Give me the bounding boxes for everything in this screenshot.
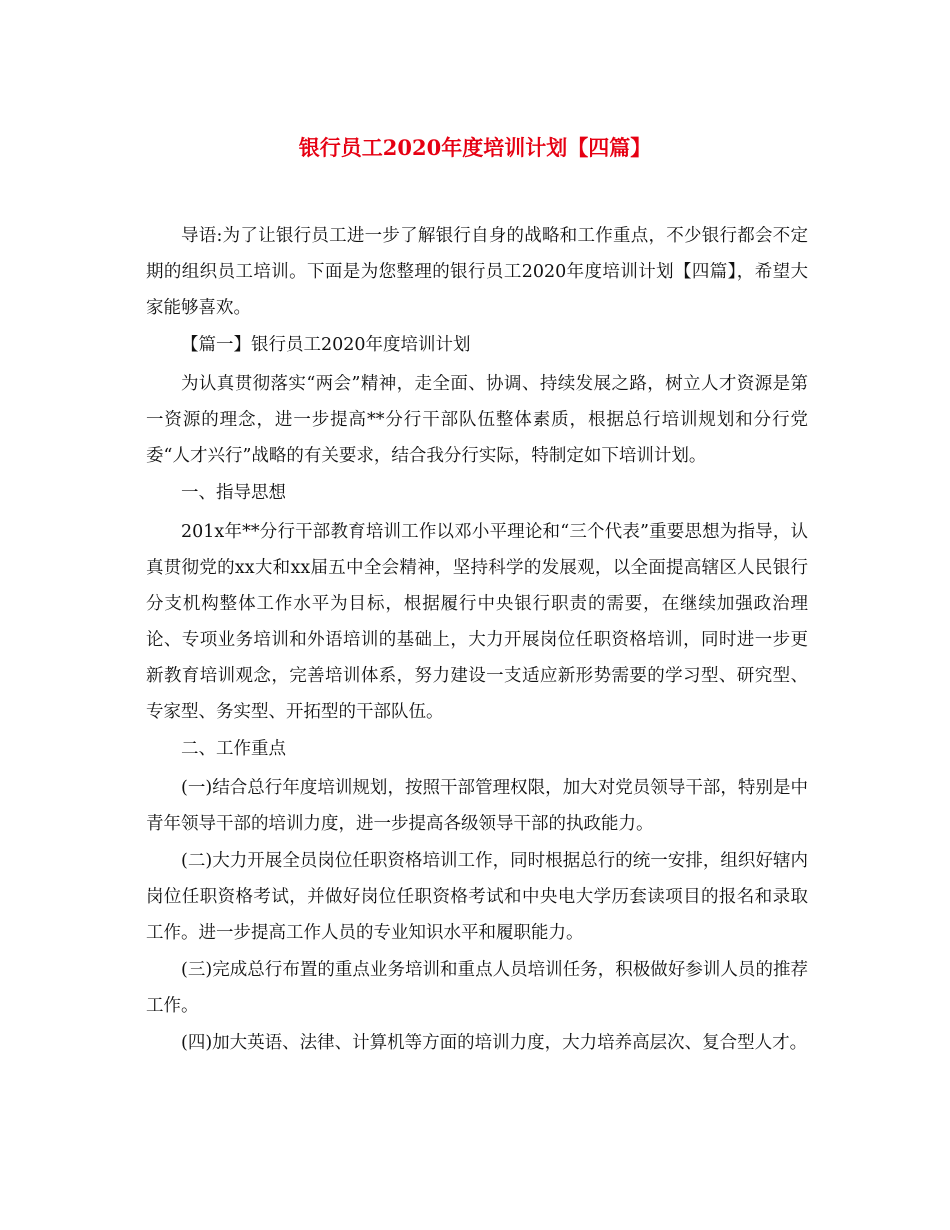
list-item-paragraph: (二)大力开展全员岗位任职资格培训工作，同时根据总行的统一安排，组织好辖内岗位任职资格考试，并做好岗位任职资格考试和中央电大学历套读项目的报名和录取工作。进一步提高工作人员的专业知识水平和履职能力。 (146, 851, 808, 943)
section-heading-guiding-thought: 一、指导思想 (181, 483, 286, 503)
list-item-paragraph: (三)完成总行布置的重点业务培训和重点人员培训任务，积极做好参训人员的推荐工作。 (146, 960, 808, 1016)
list-item-paragraph: (一)结合总行年度培训规划，按照干部管理权限，加大对党员领导干部，特别是中青年领导干部的培训力度，进一步提高各级领导干部的执政能力。 (146, 778, 808, 834)
intro-paragraph: 导语:为了让银行员工进一步了解银行自身的战略和工作重点，不少银行都会不定期的组织员工培训。下面是为您整理的银行员工2020年度培训计划【四篇】，希望大家能够喜欢。 (146, 226, 808, 318)
body-paragraph: 为认真贯彻落实“两会”精神，走全面、协调、持续发展之路，树立人才资源是第一资源的理念，进一步提高**分行干部队伍整体素质，根据总行培训规划和分行党委“人才兴行”战略的有关要求，结合我分行实际，特制定如下培训计划。 (146, 374, 808, 466)
document-title: 银行员工2020年度培训计划【四篇】 (298, 135, 652, 160)
section-heading-work-focus: 二、工作重点 (181, 739, 286, 759)
body-paragraph: 201x年**分行干部教育培训工作以邓小平理论和“三个代表”重要思想为指导，认真贯彻党的xx大和xx届五中全会精神，坚持科学的发展观，以全面提高辖区人民银行分支机构整体工作水平为目标，根据履行中央银行职责的需要，在继续加强政治理论、专项业务培训和外语培训的基础上，大力开展岗位任职资格培训，同时进一步更新教育培训观念，完善培训体系，努力建设一支适应新形势需要的学习型、研究型、专家型、务实型、开拓型的干部队伍。 (146, 522, 808, 722)
section-heading-part-one: 【篇一】银行员工2020年度培训计划 (181, 335, 471, 355)
list-item-paragraph: (四)加大英语、法律、计算机等方面的培训力度，大力培养高层次、复合型人才。 (181, 1033, 808, 1053)
document-body (146, 218, 808, 1062)
